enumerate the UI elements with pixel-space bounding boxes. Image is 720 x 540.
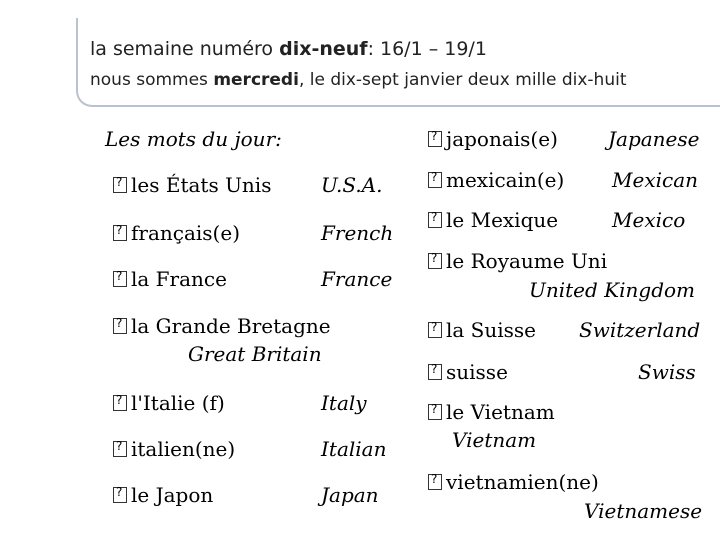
bullet-icon (428, 364, 442, 380)
vocab-english: Mexican (612, 168, 698, 192)
vocab-english: Great Britain (188, 342, 322, 366)
bullet-icon (428, 212, 442, 228)
bullet-icon (113, 441, 127, 457)
vocab-item (113, 437, 235, 461)
bullet-icon (113, 487, 127, 503)
vocab-french: français(e) (131, 221, 240, 245)
vocab-item (428, 208, 558, 232)
bullet-icon (113, 395, 127, 411)
vocab-french: le Royaume Uni (446, 249, 608, 273)
vocab-item (113, 221, 240, 245)
bullet-icon (113, 225, 127, 241)
vocab-french: le Mexique (446, 208, 559, 232)
vocab-french: italien(ne) (131, 437, 236, 461)
bullet-icon (113, 177, 127, 193)
header-date-line (90, 70, 627, 90)
vocab-item (113, 267, 227, 291)
vocab-french: la Suisse (446, 318, 537, 342)
vocab-french: japonais(e) (446, 127, 558, 151)
vocab-item (428, 470, 599, 494)
bullet-icon (428, 131, 442, 147)
vocab-english: Vietnam (452, 428, 537, 452)
header-week-number: dix-neuf (279, 38, 368, 60)
bullet-icon (428, 253, 442, 269)
vocab-english: Vietnamese (584, 499, 703, 523)
vocab-english: United Kingdom (529, 278, 695, 302)
vocab-english: France (321, 267, 393, 291)
vocab-english: Mexico (612, 208, 686, 232)
vocab-french: la Grande Bretagne (131, 314, 331, 338)
vocab-french: mexicain(e) (446, 168, 565, 192)
header-date-prefix: nous sommes (90, 70, 214, 90)
bullet-icon (428, 172, 442, 188)
vocab-english: Switzerland (579, 318, 701, 342)
vocab-english: Italy (321, 391, 367, 415)
vocab-french: suisse (446, 360, 508, 384)
vocab-french: le Japon (131, 483, 214, 507)
header-date-suffix: , le dix-sept janvier deux mille dix-huit (298, 70, 627, 90)
vocab-item (428, 249, 607, 273)
vocab-french: la France (131, 267, 227, 291)
header-week-dates: : 16/1 – 19/1 (367, 38, 487, 60)
header-weekday: mercredi (213, 70, 299, 90)
vocab-english: Italian (321, 437, 387, 461)
vocab-item (113, 483, 213, 507)
vocab-item (113, 391, 225, 415)
vocab-item (428, 168, 564, 192)
vocab-english: French (321, 221, 394, 245)
vocab-item (428, 400, 555, 424)
vocab-english: Japan (321, 483, 379, 507)
vocab-french: le Vietnam (446, 400, 555, 424)
header-week-line (90, 38, 487, 60)
vocab-item (428, 360, 508, 384)
vocab-item (113, 314, 331, 338)
vocab-item (428, 318, 536, 342)
vocab-item (113, 173, 271, 197)
vocab-french: vietnamien(ne) (446, 470, 599, 494)
vocab-english: Japanese (608, 127, 700, 151)
vocab-title: Les mots du jour: (105, 127, 282, 151)
vocab-french: l'Italie (f) (131, 391, 225, 415)
bullet-icon (113, 271, 127, 287)
vocab-english: U.S.A. (321, 173, 383, 197)
vocab-french: les États Unis (131, 173, 272, 197)
bullet-icon (428, 474, 442, 490)
vocab-item (428, 127, 558, 151)
header-week-prefix: la semaine numéro (90, 38, 280, 60)
bullet-icon (428, 322, 442, 338)
header-bracket-divider (76, 18, 720, 107)
vocab-english: Swiss (638, 360, 696, 384)
bullet-icon (113, 318, 127, 334)
bullet-icon (428, 404, 442, 420)
